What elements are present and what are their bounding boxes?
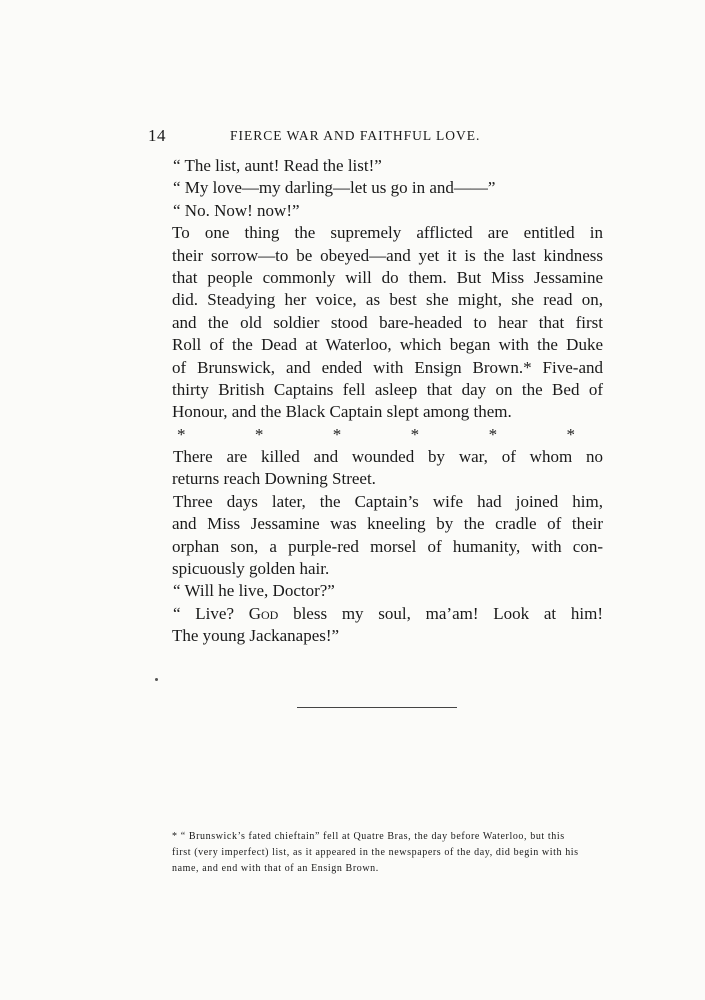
- text-line: and the old soldier stood bare-headed to hear that first: [172, 312, 603, 332]
- text-line: “ My love—my darling—let us go in and——”: [173, 178, 496, 198]
- section-break-asterisks: [173, 424, 603, 446]
- text-line: their sorrow—to be obeyed—and yet it is the last kindness: [172, 245, 603, 265]
- text-line: “ The list, aunt! Read the list!”: [173, 156, 382, 175]
- text-line: The young Jackanapes!”: [172, 626, 340, 646]
- text-line: of Brunswick, and ended with Ensign Brown.* Five-and: [172, 357, 603, 377]
- body-text: [173, 155, 603, 648]
- footnote-line: first (very imperfect) list, as it appeared in the newspapers of the day, did begin with his: [172, 847, 579, 858]
- footnote-line: name, and end with that of an Ensign Brown.: [172, 863, 379, 874]
- god-small-caps: God: [248, 603, 279, 623]
- text-line: spicuously golden hair.: [172, 559, 330, 579]
- asterisk: *: [566, 424, 575, 444]
- text-line: Three days later, the Captain’s wife had joined him,: [173, 491, 603, 511]
- page-number: 14: [148, 126, 166, 145]
- live-line-start: “ Live?: [173, 603, 249, 623]
- text-line: [173, 603, 603, 625]
- text-line: that people commonly will do them. But Miss Jessamine: [172, 267, 603, 287]
- text-line: orphan son, a purple-red morsel of humanity, with con-: [172, 536, 603, 556]
- asterisk: *: [254, 424, 264, 444]
- running-title: FIERCE WAR AND FAITHFUL LOVE.: [230, 128, 481, 143]
- text-line: “ No. Now! now!”: [173, 200, 300, 220]
- text-line: To one thing the supremely afflicted are entitled in: [172, 223, 603, 243]
- text-line: and Miss Jessamine was kneeling by the cradle of their: [172, 514, 603, 534]
- text-line: There are killed and wounded by war, of whom no: [173, 447, 603, 467]
- text-line: “ Will he live, Doctor?”: [173, 581, 335, 601]
- text-line: Honour, and the Black Captain slept among them.: [172, 402, 512, 422]
- footnote: [172, 829, 604, 877]
- asterisk: *: [410, 424, 420, 444]
- asterisk: *: [332, 424, 342, 444]
- text-line: returns reach Downing Street.: [172, 469, 376, 489]
- asterisk: *: [488, 424, 498, 444]
- running-head: [148, 124, 522, 146]
- print-speck: [155, 678, 158, 681]
- text-line: thirty British Captains fell asleep that day on the Bed of: [172, 379, 603, 399]
- footnote-line: * “ Brunswick’s fated chieftain” fell at Quatre Bras, the day before Waterloo, but this: [172, 831, 565, 842]
- text-line: did. Steadying her voice, as best she might, she read on,: [172, 290, 603, 310]
- live-line-end: bless my soul, ma’am! Look at him!: [278, 603, 603, 623]
- text-line: Roll of the Dead at Waterloo, which began with the Duke: [172, 335, 603, 355]
- asterisk: *: [177, 424, 186, 444]
- footnote-divider: [297, 707, 457, 708]
